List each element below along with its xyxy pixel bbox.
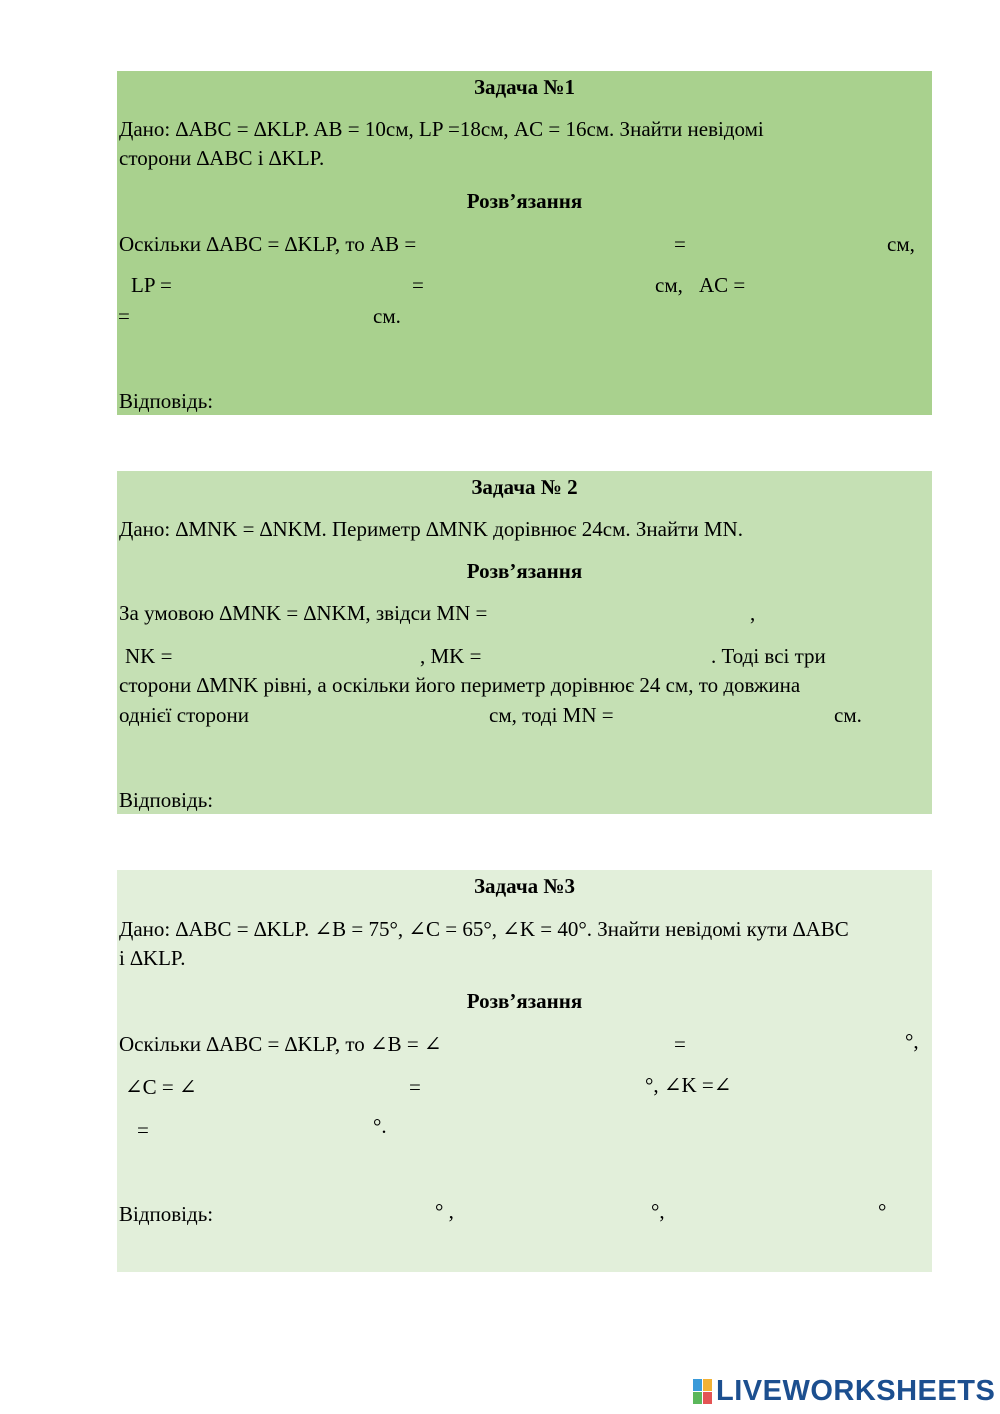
task2-row2-nk: NK = [125,644,173,668]
task3-row2-eq: = [409,1075,421,1099]
task2-answer-label: Відповідь: [119,788,214,812]
task3-row1-prefix: Оскільки ∆ABC = ∆KLP, то ∠B = ∠ [119,1032,442,1056]
task2-row1-comma: , [750,601,756,625]
task3-row2-prefix: ∠C = ∠ [125,1075,197,1099]
task1-row2-ac: AC = [699,273,746,297]
task3-row2-tail: °, ∠K =∠ [645,1073,732,1097]
task1-given-line2: сторони ∆ABC і ∆KLP. [119,146,325,170]
task3-solution-title: Розв’язання [466,989,583,1013]
task3-row3-unit: °. [373,1114,387,1138]
task1-given-line1: Дано: ∆ABC = ∆KLP. AB = 10см, LP =18см, AC = 16см. Знайти невідомі [119,117,764,141]
task3-row1-eq: = [674,1032,686,1056]
task1-solution-title: Розв’язання [466,189,583,213]
task3-answer-label: Відповідь: [119,1202,214,1226]
task2-row4-mid: см, тоді MN = [489,703,614,727]
task2-row2-tail: . Тоді всі три [711,644,826,668]
task3-row3-eq: = [137,1118,149,1142]
task1-row2-unit: см, [655,273,683,297]
task2-row4-unit: см. [834,703,862,727]
liveworksheets-logo-icon [693,1379,712,1404]
task3-title: Задача №3 [473,874,576,898]
task2-title: Задача № 2 [471,475,578,499]
liveworksheets-logo-text: LIVEWORKSHEETS [716,1374,996,1407]
task1-row2-eq: = [412,273,424,297]
task3-given-line2: і ∆KLP. [119,946,186,970]
task3-row1-unit: °, [905,1029,919,1053]
task2-row4-prefix: однієї сторони [119,703,249,727]
task1-row1-eq: = [674,232,686,256]
task1-row2-lp: LP = [131,273,172,297]
task1-row3-unit: см. [373,304,401,328]
task1-row3-eq: = [118,304,130,328]
task3-card [117,870,932,1272]
task2-solution-title: Розв’язання [466,559,583,583]
task2-row3: сторони ∆MNK рівні, а оскільки його периметр дорівнює 24 см, то довжина [119,673,801,697]
task3-answer-deg3: ° [878,1199,887,1223]
task3-given-line1: Дано: ∆ABC = ∆KLP. ∠B = 75°, ∠C = 65°, ∠K = 40°. Знайти невідомі кути ∆ABC [119,917,849,941]
task3-answer-deg2: °, [651,1199,665,1223]
task1-card [117,71,932,415]
task1-answer-label: Відповідь: [119,389,214,413]
task2-given: Дано: ∆MNK = ∆NKM. Периметр ∆MNK дорівнює 24см. Знайти MN. [119,517,743,541]
task2-card [117,471,932,814]
task1-title: Задача №1 [473,75,576,99]
liveworksheets-logo[interactable] [693,1376,995,1406]
task3-answer-deg1: ° , [435,1199,454,1223]
task1-row1-unit: см, [887,232,915,256]
task1-row1-prefix: Оскільки ∆ABC = ∆KLP, то AB = [119,232,417,256]
task2-row2-mk: , MK = [420,644,482,668]
task2-row1-prefix: За умовою ∆MNK = ∆NKM, звідси MN = [119,601,488,625]
